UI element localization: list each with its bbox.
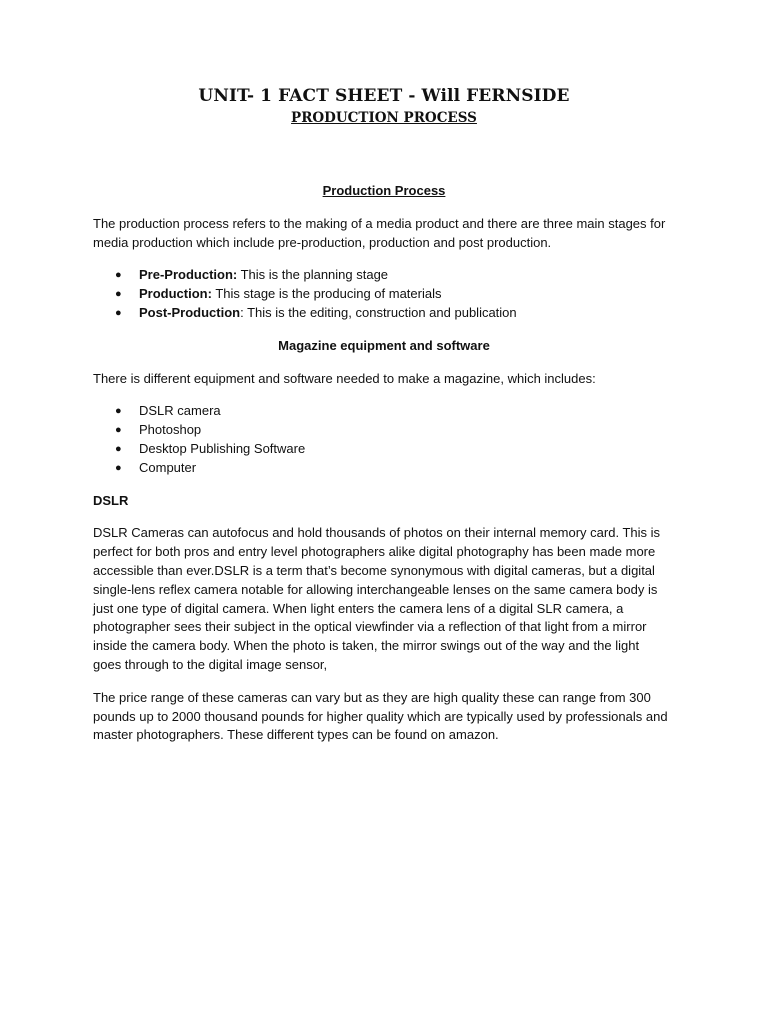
bullet-icon: ● [115,461,122,474]
list-item [93,440,675,459]
equipment-item: Desktop Publishing Software [139,440,306,456]
stage-term: Production: [139,286,212,302]
bullet-icon: ● [115,269,122,282]
section-heading-production-process: Production Process [322,183,446,198]
equipment-item: Computer [139,459,197,475]
list-item [93,266,675,285]
bullet-icon: ● [115,306,122,319]
stage-text: This is the planning stage [237,267,389,283]
list-item [93,459,675,478]
section-heading-dslr: DSLR [93,492,129,508]
document-title: UNIT- 1 FACT SHEET - Will FERNSIDE [198,86,570,106]
paragraph-line: perfect for both pros and entry level photographers alike digital photography has been made more [93,544,656,560]
bullet-icon: ● [115,442,122,455]
stage-term: Pre-Production: [139,267,238,283]
list-item [93,285,675,304]
paragraph-line: accessible than ever.DSLR is a term that’s become synonymous with digital cameras, but a digital [93,562,655,578]
stage-text: This stage is the producing of materials [211,286,442,302]
bullet-icon: ● [115,405,122,418]
list-item [93,421,675,440]
paragraph-line: master photographers. These different types can be found on amazon. [93,727,499,743]
stage-term: Post-Production [139,304,241,320]
paragraph-line: single-lens reflex camera notable for allowing interchangeable lenses on the same camera body is [93,581,658,597]
bullet-icon: ● [115,424,122,437]
document-body [93,182,675,745]
section-heading-magazine-equipment: Magazine equipment and software [278,337,490,353]
bullet-icon: ● [115,288,122,301]
production-intro-line-1: The production process refers to the making of a media product and there are three main stages for [93,215,666,231]
equipment-list [93,402,675,477]
paragraph-line: just one type of digital camera. When light enters the camera lens of a digital SLR camera, a [93,600,624,616]
dslr-paragraph-1 [93,524,675,674]
paragraph-line: inside the camera body. When the photo is taken, the mirror swings out of the way and the light [93,638,640,654]
paragraph-line: photographer sees their subject in the optical viewfinder via a reflection of that light from a mirror [93,619,647,635]
production-stages-list [93,266,675,322]
equipment-intro: There is different equipment and software needed to make a magazine, which includes: [93,370,596,386]
equipment-item: DSLR camera [139,403,221,419]
production-intro-line-2: media production which include pre-production, production and post production. [93,234,552,250]
equipment-item: Photoshop [139,422,202,438]
paragraph-line: pounds up to 2000 thousand pounds for higher quality which are typically used by professionals and [93,708,668,724]
paragraph-line: goes through to the digital image sensor, [93,656,328,672]
document-subtitle: PRODUCTION PROCESS [291,110,477,126]
stage-text: : This is the editing, construction and publication [240,304,517,320]
paragraph-line: DSLR Cameras can autofocus and hold thousands of photos on their internal memory card. This is [93,525,661,541]
list-item [93,304,675,323]
paragraph-line: The price range of these cameras can vary but as they are high quality these can range from 300 [93,689,651,705]
list-item [93,402,675,421]
dslr-paragraph-2 [93,689,675,745]
